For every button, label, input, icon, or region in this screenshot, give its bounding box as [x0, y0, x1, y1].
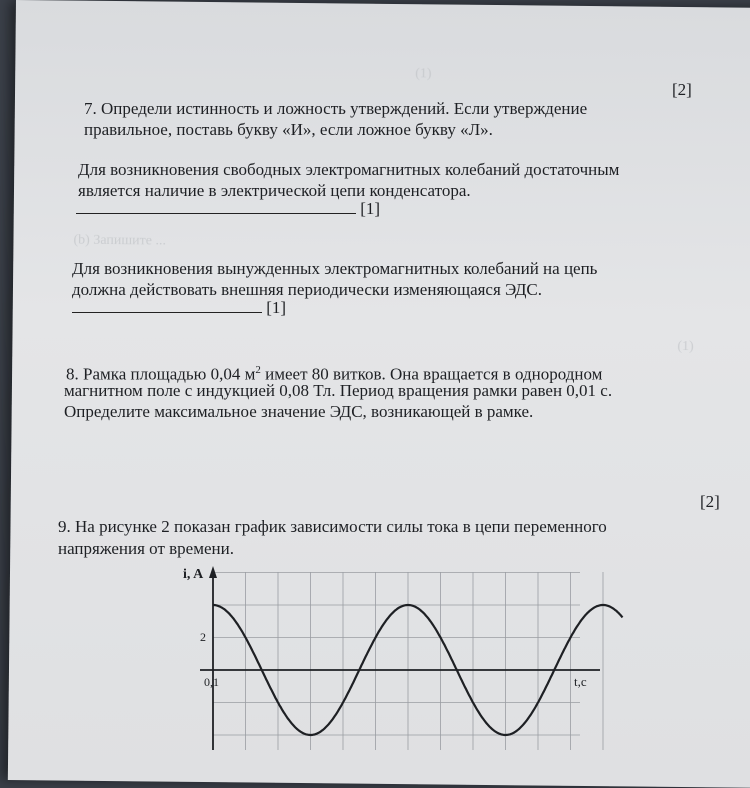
q7-prompt-line2: правильное, поставь букву «И», если ложное букву «Л». — [84, 120, 493, 139]
q7-statement2-line1: Для возникновения вынужденных электромагнитных колебаний на цепь — [72, 259, 598, 278]
q8-line1-end: имеет 80 витков. Она вращается в однородном — [260, 364, 603, 384]
x-axis-label: t,c — [574, 674, 587, 689]
q7-statement1-line2: является наличие в электрической цепи конденсатора. — [78, 181, 471, 200]
q8-line1-sup: 2 — [255, 364, 261, 376]
q8-points: [2] — [700, 492, 720, 511]
q7-answer1-mark: [1] — [360, 199, 381, 218]
x-tick-label: 0,1 — [204, 675, 219, 689]
q7-answer2-blank[interactable] — [72, 298, 262, 313]
y-axis-label: i, A — [183, 567, 204, 582]
y-tick-label: 2 — [200, 630, 206, 644]
q9-line2: напряжения от времени. — [58, 539, 234, 558]
q7-answer2-row — [72, 298, 286, 318]
q9-line1: 9. На рисунке 2 показан график зависимости силы тока в цепи переменного — [58, 517, 607, 536]
q7-prompt-line1: 7. Определи истинность и ложность утверждений. Если утверждение — [84, 99, 588, 118]
q8-line2: магнитном поле с индукцией 0,08 Тл. Период вращения рамки равен 0,01 с. — [64, 381, 613, 400]
q7-statement1-line1: Для возникновения свободных электромагнитных колебаний достаточным — [78, 160, 620, 179]
ghost-text-2: (b) Запишите ... — [73, 232, 167, 249]
q7-statement2-line2: должна действовать внешняя периодически изменяющаяся ЭДС. — [72, 280, 543, 299]
q8-line1-start: 8. Рамка площадью 0,04 м — [66, 364, 256, 384]
ghost-text-1: (1) — [415, 66, 432, 82]
ghost-text-3: (1) — [677, 338, 694, 355]
q8-line3: Определите максимальное значение ЭДС, возникающей в рамке. — [64, 402, 534, 421]
q7-points: [2] — [672, 80, 692, 99]
q7-answer1-blank[interactable] — [76, 199, 356, 214]
q7-answer2-mark: [1] — [266, 298, 287, 317]
q7-answer1-row — [76, 199, 380, 219]
